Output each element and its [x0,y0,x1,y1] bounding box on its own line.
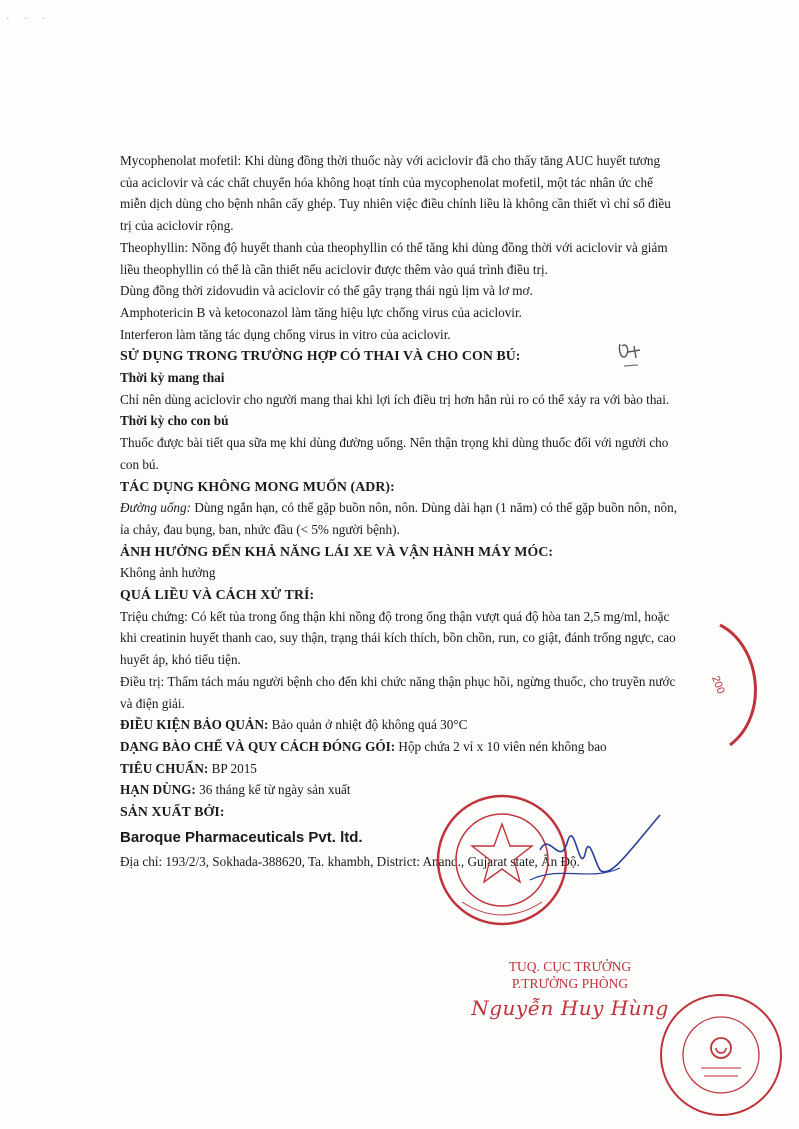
scan-artifact: · · · [6,14,51,25]
field-value: Bảo quản ở nhiệt độ không quá 30°C [268,717,468,733]
approval-block [470,958,670,1022]
subsection-heading: Thời kỳ cho con bú [120,413,229,429]
field-value: Dùng ngắn hạn, có thể gặp buồn nôn, nôn. Dùng dài hạn (1 năm) có thể gặp buồn nôn, nôn, ỉa chảy, đau bụng, ban, nhức đầu (< 5% người bệnh). [120,500,678,537]
section-heading: SỬ DỤNG TRONG TRƯỜNG HỢP CÓ THAI VÀ CHO CON BÚ: [120,348,521,364]
company-stamp-icon [656,990,786,1120]
field-label: ĐIỀU KIỆN BẢO QUẢN: [120,717,269,733]
section-heading: ẢNH HƯỞNG ĐẾN KHẢ NĂNG LÁI XE VÀ VẬN HÀNH MÁY MÓC: [120,543,554,559]
body-paragraph: Không ảnh hưởng [120,565,216,581]
leaflet-body [120,150,680,873]
approval-position: P.TRƯỞNG PHÒNG [511,976,629,991]
section-heading: QUÁ LIỀU VÀ CÁCH XỬ TRÍ: [120,587,315,603]
body-paragraph: Theophyllin: Nồng độ huyết thanh của theophyllin có thể tăng khi dùng đồng thời với aciclovir và giảm liều theophyllin có thể là cần thiết nếu aciclovir được thêm vào quá trình điều trị. [120,239,668,277]
initial-mark-icon [614,338,646,368]
body-paragraph: Amphotericin B và ketoconazol làm tăng hiệu lực chống virus của aciclovir. [120,304,522,320]
body-paragraph: Thuốc được bài tiết qua sữa mẹ khi dùng đường uống. Nên thận trọng khi dùng thuốc đối với người cho con bú. [120,435,669,472]
signature-icon [520,810,670,900]
body-paragraph: Điều trị: Thẩm tách máu người bệnh cho đến khi chức năng thận phục hồi, ngừng thuốc, cho truyền nước và điện giải. [120,673,676,711]
route-paragraph [120,497,680,540]
svg-text:200: 200 [709,674,727,696]
body-paragraph: Mycophenolat mofetil: Khi dùng đồng thời thuốc này với aciclovir đã cho thấy tăng AUC huyết tương của aciclovir và các chất chuyển hóa không hoạt tính của mycophenolat mofetil, một tác nhân ức chế miễn dịch dùng cho bệnh nhân cấy ghép. Tuy nhiên việc điều chỉnh liều là không cần thiết vì chỉ số điều trị của aciclovir rộng. [120,153,671,234]
info-field [120,758,680,780]
approval-title: TUQ. CỤC TRƯỞNG [508,959,632,974]
info-field [120,779,680,801]
field-value: BP 2015 [208,760,257,776]
info-field [120,736,680,758]
field-value: Hộp chứa 2 vỉ x 10 viên nén không bao [395,738,607,754]
signatory-name: Nguyễn Huy Hùng [471,996,669,1020]
subsection-heading: Thời kỳ mang thai [120,370,225,386]
section-heading: TÁC DỤNG KHÔNG MONG MUỐN (ADR): [120,478,395,494]
body-paragraph: Triệu chứng: Có kết tủa trong ống thận khi nồng độ trong ống thận vượt quá độ hòa tan 2,5 mg/ml, hoặc khi creatinin huyết thanh cao, suy thận, trạng thái kích thích, bồn chồn, run, co giật, đánh trống ngực, cao huyết áp, khó tiểu tiện. [120,608,676,668]
partial-stamp-icon [700,615,780,755]
field-label: TIÊU CHUẨN: [120,760,209,776]
field-label: DẠNG BÀO CHẾ VÀ QUY CÁCH ĐÓNG GÓI: [120,738,396,754]
section-heading: SẢN XUẤT BỞI: [120,804,225,820]
body-paragraph: Dùng đồng thời zidovudin và aciclovir có thể gây trạng thái ngủ lịm và lơ mơ. [120,283,533,299]
body-paragraph: Chỉ nên dùng aciclovir cho người mang thai khi lợi ích điều trị hơn hẳn rủi ro có thể xảy ra với bào thai. [120,391,670,407]
field-label: HẠN DÙNG: [120,782,196,798]
field-value: 36 tháng kể từ ngày sản xuất [195,782,351,798]
manufacturer-name: Baroque Pharmaceuticals Pvt. ltd. [120,828,363,846]
body-paragraph: Địa chỉ: 193/2/3, Sokhada-388620, Ta. khambh, District: Anand., Gujarat state, Ấn Độ. [120,853,580,869]
info-field [120,714,680,736]
body-paragraph: Interferon làm tăng tác dụng chống virus in vitro của aciclovir. [120,326,451,342]
route-label: Đường uống: [120,500,192,516]
